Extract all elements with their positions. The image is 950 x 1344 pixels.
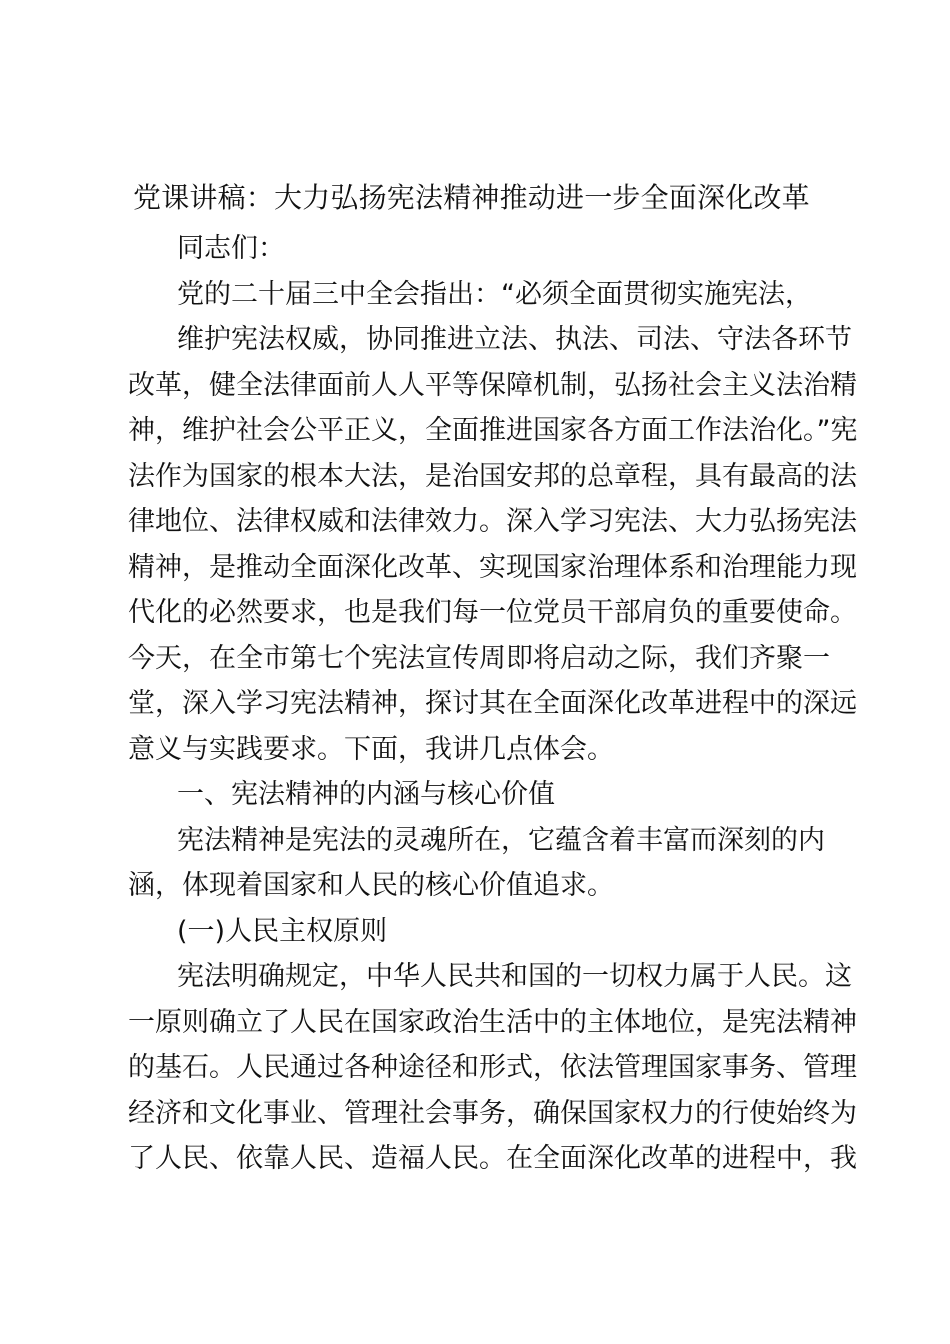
document-title: 党课讲稿：大力弘扬宪法精神推动进一步全面深化改革: [133, 181, 810, 214]
text-line: 一原则确立了人民在国家政治生活中的主体地位，是宪法精神: [128, 1006, 857, 1038]
text-line: 维护宪法权威，协同推进立法、执法、司法、守法各环节: [177, 324, 852, 355]
text-line: 法作为国家的根本大法，是治国安邦的总章程，具有最高的法: [128, 460, 857, 492]
text-line: 宪法精神是宪法的灵魂所在，它蕴含着丰富而深刻的内: [177, 824, 825, 856]
text-line: 律地位、法律权威和法律效力。深入学习宪法、大力弘扬宪法: [128, 506, 857, 537]
text-line: 经济和文化事业、管理社会事务，确保国家权力的行使始终为: [128, 1097, 857, 1129]
text-line: 宪法明确规定，中华人民共和国的一切权力属于人民。这: [177, 961, 852, 992]
text-line: 了人民、依靠人民、造福人民。在全面深化改革的进程中，我: [128, 1143, 857, 1174]
text-line: 涵，体现着国家和人民的核心价值追求。: [128, 870, 614, 901]
text-line: 意义与实践要求。下面，我讲几点体会。: [128, 733, 614, 765]
subsection-heading: (一)人民主权原则: [177, 915, 388, 947]
document-body: [128, 226, 858, 1182]
text-line: 改革，健全法律面前人人平等保障机制，弘扬社会主义法治精: [128, 369, 857, 401]
text-line: 精神，是推动全面深化改革、实现国家治理体系和治理能力现: [128, 551, 857, 583]
text-line: 今天，在全市第七个宪法宣传周即将启动之际，我们齐聚一: [128, 642, 830, 674]
section-heading: 一、宪法精神的内涵与核心价值: [177, 779, 555, 810]
text-line: 的基石。人民通过各种途径和形式，依法管理国家事务、管理: [128, 1052, 857, 1083]
text-line: 党的二十届三中全会指出：“必须全面贯彻实施宪法，: [177, 278, 812, 310]
text-line: 同志们：: [177, 233, 285, 264]
text-line: 代化的必然要求，也是我们每一位党员干部肩负的重要使命。: [128, 597, 857, 628]
text-line: 堂，深入学习宪法精神，探讨其在全面深化改革进程中的深远: [128, 688, 857, 719]
text-line: 神，维护社会公平正义，全面推进国家各方面工作法治化。”宪: [128, 415, 858, 446]
